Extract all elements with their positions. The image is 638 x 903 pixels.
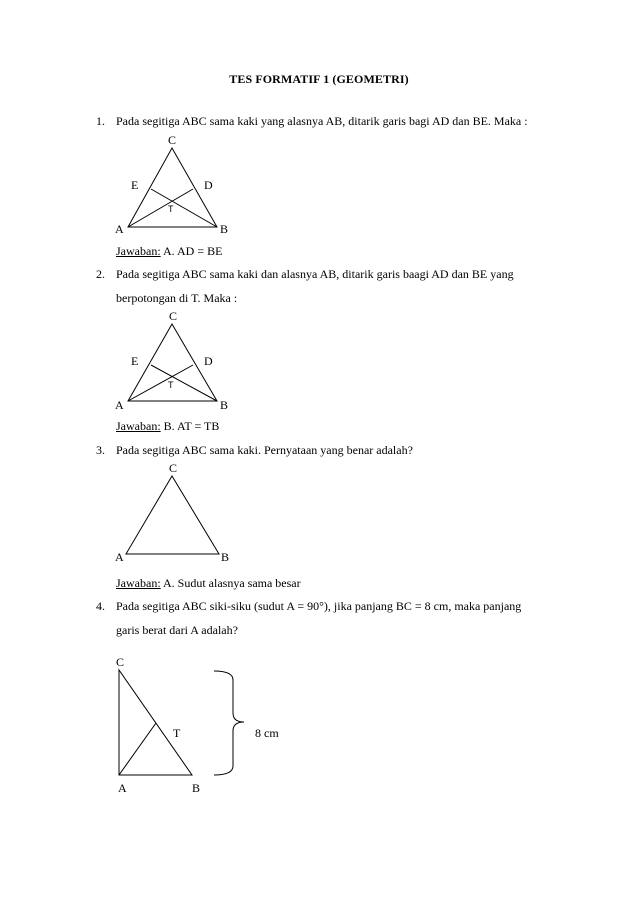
fig2-label-C: C xyxy=(169,309,178,323)
fig2-label-D: D xyxy=(204,354,213,368)
fig2-label-E: E xyxy=(131,354,139,368)
fig1-label-D: D xyxy=(204,178,213,192)
median-4-AT xyxy=(119,723,156,775)
fig1-label-T: T xyxy=(168,204,174,214)
fig3-label-A: A xyxy=(115,550,124,564)
question-4-text-cont: garis berat dari A adalah? xyxy=(116,623,238,637)
question-1-text: Pada segitiga ABC sama kaki yang alasnya AB, ditarik garis bagi AD dan BE. Maka : xyxy=(116,114,528,128)
question-2-number: 2. xyxy=(96,267,105,281)
question-4-number: 4. xyxy=(96,599,105,613)
fig2-label-B: B xyxy=(220,398,229,412)
question-2-text: Pada segitiga ABC sama kaki dan alasnya AB, ditarik garis baagi AD dan BE yang xyxy=(116,267,514,281)
answer-3-label: Jawaban: xyxy=(116,576,161,590)
fig4-length-label: 8 cm xyxy=(255,726,279,740)
fig4-label-B: B xyxy=(192,781,201,795)
fig3-label-C: C xyxy=(169,461,178,475)
question-3-text: Pada segitiga ABC sama kaki. Pernyataan yang benar adalah? xyxy=(116,443,413,457)
answer-3-text: A. Sudut alasnya sama besar xyxy=(160,576,301,590)
fig4-label-T: T xyxy=(173,726,181,740)
answer-2-label: Jawaban: xyxy=(116,419,161,433)
fig2-label-A: A xyxy=(115,398,124,412)
fig1-label-E: E xyxy=(131,178,139,192)
fig4-label-A: A xyxy=(118,781,127,795)
fig1-label-C: C xyxy=(168,133,177,147)
question-1-number: 1. xyxy=(96,114,105,128)
question-4-text: Pada segitiga ABC siki-siku (sudut A = 90°), jika panjang BC = 8 cm, maka panjang xyxy=(116,599,522,613)
answer-2-text: B. AT = TB xyxy=(160,419,220,433)
answer-1-label: Jawaban: xyxy=(116,244,161,258)
fig4-label-C: C xyxy=(116,655,125,669)
fig2-label-T: T xyxy=(168,380,174,390)
bracket-8cm xyxy=(214,671,244,775)
fig3-label-B: B xyxy=(221,550,230,564)
page-title: TES FORMATIF 1 (GEOMETRI) xyxy=(229,72,409,86)
question-2-text-cont: berpotongan di T. Maka : xyxy=(116,291,238,305)
fig1-label-A: A xyxy=(115,222,124,236)
question-3-number: 3. xyxy=(96,443,105,457)
answer-1-text: A. AD = BE xyxy=(160,244,223,258)
fig1-label-B: B xyxy=(220,222,229,236)
